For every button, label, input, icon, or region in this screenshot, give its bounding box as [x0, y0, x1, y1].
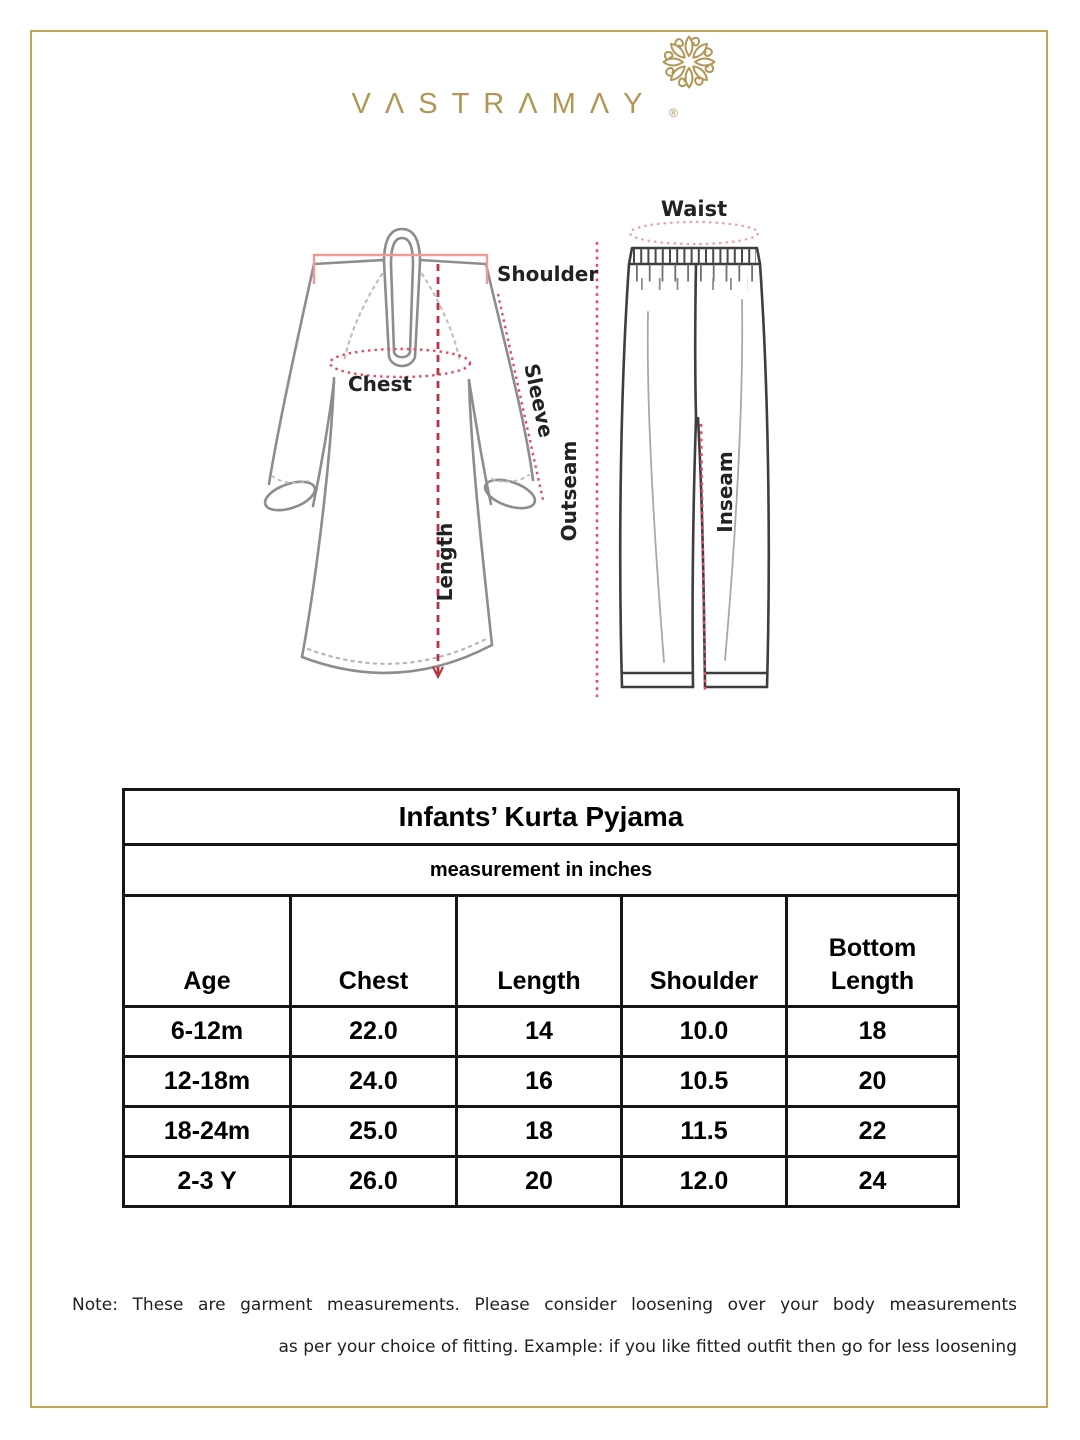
- size-chart-table: [122, 788, 960, 1208]
- column-header-age: Age: [124, 896, 291, 1007]
- cell-bottom-length: 24: [787, 1157, 959, 1207]
- column-header-bottom-length: Bottom Length: [787, 896, 959, 1007]
- cell-shoulder: 11.5: [622, 1107, 787, 1157]
- cell-shoulder: 10.5: [622, 1057, 787, 1107]
- kurta-measurement-lines: [314, 255, 543, 677]
- column-header-length: Length: [457, 896, 622, 1007]
- table-row: [124, 1057, 959, 1107]
- table-title: Infants’ Kurta Pyjama: [124, 790, 959, 845]
- table-row: [124, 1157, 959, 1207]
- cell-shoulder: 12.0: [622, 1157, 787, 1207]
- cell-age: 12-18m: [124, 1057, 291, 1107]
- table-row: [124, 1007, 959, 1057]
- cell-length: 18: [457, 1107, 622, 1157]
- table-header-row: [124, 896, 959, 1007]
- cell-chest: 26.0: [291, 1157, 457, 1207]
- column-header-chest: Chest: [291, 896, 457, 1007]
- cell-bottom-length: 22: [787, 1107, 959, 1157]
- registered-trademark-symbol: ®: [669, 106, 678, 120]
- length-label: Length: [433, 522, 457, 602]
- kurta-drawing: [262, 229, 539, 673]
- cell-length: 14: [457, 1007, 622, 1057]
- inseam-label: Inseam: [713, 451, 737, 533]
- cell-length: 20: [457, 1157, 622, 1207]
- note-line-1: Note: These are garment measurements. Please consider loosening over your body measurements: [72, 1295, 1017, 1315]
- column-header-shoulder: Shoulder: [622, 896, 787, 1007]
- chest-label: Chest: [348, 372, 412, 396]
- cell-chest: 22.0: [291, 1007, 457, 1057]
- brand-logo-text: VΛSTRΛMΛY: [351, 88, 657, 120]
- outseam-label: Outseam: [557, 440, 581, 542]
- note-line-2: as per your choice of fitting. Example: if you like fitted outfit then go for less loosening: [278, 1337, 1017, 1357]
- cell-bottom-length: 18: [787, 1007, 959, 1057]
- cell-shoulder: 10.0: [622, 1007, 787, 1057]
- table-row: [124, 1107, 959, 1157]
- cell-chest: 24.0: [291, 1057, 457, 1107]
- measurement-note: [72, 1284, 1017, 1368]
- shoulder-label: Shoulder: [497, 262, 599, 286]
- cell-age: 18-24m: [124, 1107, 291, 1157]
- cell-age: 2-3 Y: [124, 1157, 291, 1207]
- cell-bottom-length: 20: [787, 1057, 959, 1107]
- cell-chest: 25.0: [291, 1107, 457, 1157]
- cell-age: 6-12m: [124, 1007, 291, 1057]
- sleeve-label: Sleeve: [519, 361, 559, 440]
- cell-length: 16: [457, 1057, 622, 1107]
- pyjama-drawing: [620, 248, 769, 687]
- mandala-ornament-icon: [661, 34, 717, 90]
- garment-measurement-diagram: [180, 160, 900, 735]
- waist-label: Waist: [660, 197, 728, 221]
- table-subtitle: measurement in inches: [124, 845, 959, 896]
